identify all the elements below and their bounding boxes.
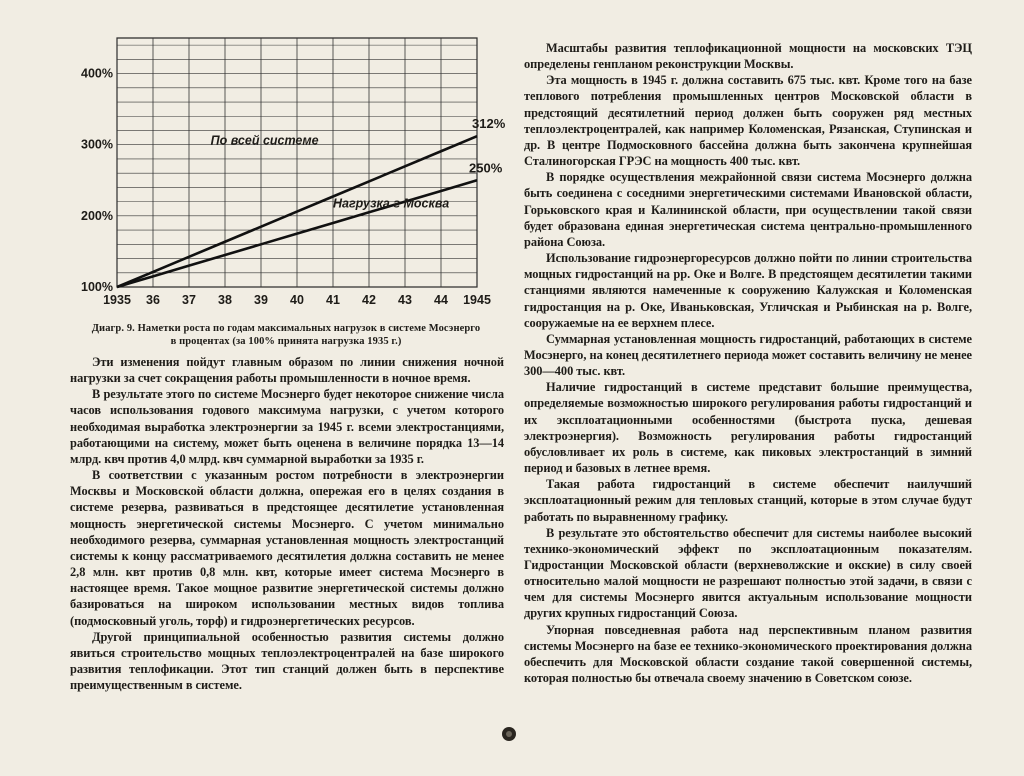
- x-tick-label: 1945: [463, 293, 491, 307]
- left-paragraph-2: В результате этого по системе Мосэнерго будет некоторое снижение числа часов использования годового максимума нагрузки, с учетом которого необходимая выработка электроэнергии за 1945 г. всеми электростанциями, работающими на систему, может быть оценена в величине порядка 13—14 млрд. квч против 4,0 млрд. квч суммарной выработки за 1935 г.: [70, 387, 504, 466]
- left-paragraph-1: Эти изменения пойдут главным образом по линии снижения ночной нагрузки за счет сокращения работы промышленности в ночное время.: [70, 355, 504, 386]
- x-tick-label: 39: [254, 293, 268, 307]
- right-paragraph-2: Эта мощность в 1945 г. должна составить 675 тыс. квт. Кроме того на базе теплового потребления промышленных центров Московской области в предстоящий десятилетний период должен быть сооружен ряд местных теплоэлектроцентралей, как например Коломенская, Рязанская, Ступинская и др. В центре Подмосковного бассейна должна быть закончена крупнейшая Сталиногорская ГРЭС на мощность 400 тыс. квт.: [524, 73, 972, 169]
- right-paragraph-9: Упорная повседневная работа над перспективным планом развития системы Мосэнерго на базе ее технико-экономического проектирования должна обеспечить для Московской области создание такой совершенной системы, которая полностью бы отвечала своему значению в Советском союзе.: [524, 622, 972, 686]
- series-end-label: 250%: [469, 160, 503, 176]
- x-tick-label: 44: [434, 293, 448, 307]
- right-column-text: [524, 40, 972, 686]
- right-paragraph-4: Использование гидроэнергоресурсов должно пойти по линии строительства мощных гидростанций на рр. Оке и Волге. В предстоящем десятилетии такими станциями являются намеченные к сооружению Калужская и Коломенская гидростанция на р. Оке, Иваньковская, Угличская и Рыбинская на р. Волге, сооружаемые на ее верхнем плесе.: [524, 251, 972, 330]
- y-tick-label: 300%: [81, 137, 113, 152]
- left-column-text: [70, 354, 504, 693]
- series-end-label: 312%: [472, 116, 506, 132]
- binding-hole-icon: [502, 727, 516, 741]
- right-paragraph-3: В порядке осуществления межрайонной связи система Мосэнерго должна быть соединена с соседними энергетическими системами Ивановской области, Горьковского края и Калининской области, при осуществлении такой связи будет образована единая энергетическая система центрально-промышленного района Союза.: [524, 170, 972, 249]
- chart-svg: [70, 28, 510, 318]
- x-tick-label: 42: [362, 293, 376, 307]
- right-paragraph-8: В результате это обстоятельство обеспечит для системы наиболее высокий технико-экономический эффект по эксплоатационным показателям. Гидростанции Московской области (верхневолжские и окские) в силу своей относительно малой мощности не разрешают полностью этой задачи, в связи с чем для системы Мосэнерго явится актуальным использование мощности других крупных гидростанций Союза.: [524, 525, 972, 621]
- load-growth-chart: [70, 28, 510, 318]
- x-tick-label: 1935: [103, 293, 131, 307]
- series-label: По всей системе: [210, 133, 319, 148]
- y-tick-label: 200%: [81, 208, 113, 223]
- x-tick-label: 41: [326, 293, 340, 307]
- x-tick-label: 36: [146, 293, 160, 307]
- series-label: Нагрузка г Москва: [333, 196, 450, 211]
- x-tick-label: 43: [398, 293, 412, 307]
- x-tick-label: 40: [290, 293, 304, 307]
- left-paragraph-4: Другой принципиальной особенностью развития системы должно явиться строительство мощных теплоэлектроцентралей на базе широкого развития теплофикации. Этот тип станций должен быть в перспективе преимущественным в системе.: [70, 629, 504, 693]
- y-tick-label: 100%: [81, 280, 113, 294]
- right-paragraph-5: Суммарная установленная мощность гидростанций, работающих в системе Мосэнерго, на конец десятилетнего периода может составить величину не менее 300—400 тыс. квт.: [524, 331, 972, 379]
- right-paragraph-6: Наличие гидростанций в системе представит большие преимущества, определяемые возможностью широкого регулирования работы гидростанций и их эксплоатационными особенностями (быстрота пуска, дешевая электроэнергия). Возможность регулирования работы гидростанций обусловливает их роль в системе, как пиковых электростанций в зимний период и базовых в летнее время.: [524, 380, 972, 476]
- left-paragraph-3: В соответствии с указанным ростом потребности в электроэнергии Москвы и Московской области должна, опережая его в целях создания в системе резерва, развиваться в предстоящее десятилетие установленная мощность энергетической системы Мосэнерго. С учетом минимально необходимого резерва, суммарная установленная мощность электростанций системы к концу рассматриваемого десятилетия должна составить не менее 2,8 млн. квт против 0,8 млн. квт, которые имеет система Мосэнерго в настоящее время. Такое мощное развитие энергетической системы должно базироваться на широком использовании местных видов топлива (подмосковный уголь, торф) и гидроэнергетических ресурсов.: [70, 468, 504, 628]
- right-paragraph-7: Такая работа гидростанций в системе обеспечит наилучший эксплоатационный режим для тепловых станций, которые в этом случае будут работать по выравненному графику.: [524, 477, 972, 524]
- caption-line-1: Диагр. 9. Наметки роста по годам максимальных нагрузок в системе Мосэнерго: [91, 323, 481, 334]
- x-tick-label: 38: [218, 293, 232, 307]
- caption-line-2: в процентах (за 100% принята нагрузка 1935 г.): [170, 336, 402, 347]
- chart-caption: [66, 322, 506, 348]
- x-tick-label: 37: [182, 293, 196, 307]
- right-paragraph-1: Масштабы развития теплофикационной мощности на московских ТЭЦ определены генпланом реконструкции Москвы.: [524, 41, 972, 72]
- y-tick-label: 400%: [81, 66, 113, 81]
